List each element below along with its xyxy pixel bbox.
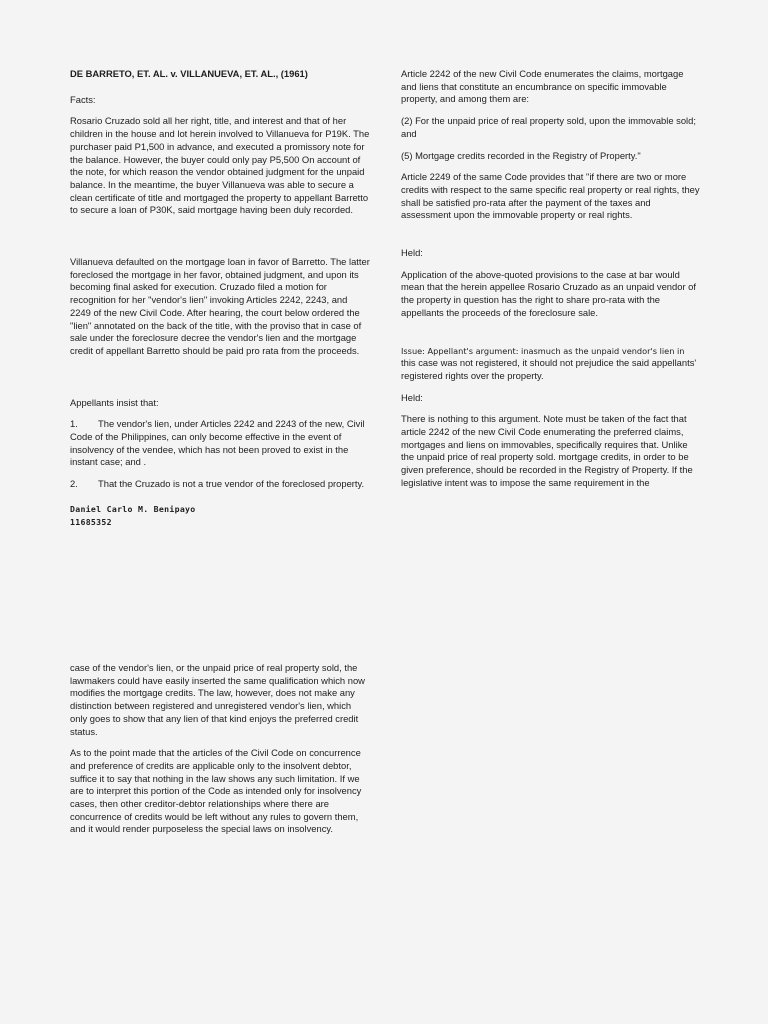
issue-label: Issue: Appellant's argument: inasmuch as the unpaid vendor's lien in bbox=[401, 345, 685, 356]
facts-paragraph-1: Rosario Cruzado sold all her right, title, and interest and that of her children in the house and lot herein involved to Villanueva for P19K. The purchaser paid P1,500 in advance, and executed a promissory note for the balance. However, the buyer could only pay P5,500 On account of the note, for which reason the vendor obtained judgment for the unpaid balance. In the meantime, the buyer Villanueva was able to secure a clean certificate of title and mortgaged the property to appellant Barretto to secure a loan of P30K, said mortgage having been duly recorded. bbox=[70, 115, 370, 216]
facts-heading: Facts: bbox=[70, 93, 96, 105]
held-paragraph-1: Application of the above-quoted provisions to the case at bar would mean that the herein appellee Rosario Cruzado as an unpaid vendor of the property in question has the right to share pro-rata with the appellants the proceeds of the foreclosure sale. bbox=[401, 268, 696, 318]
held-paragraph-2: There is nothing to this argument. Note must be taken of the fact that article 2242 of the new Civil Code enumerating the preferred claims, mortgages and liens on immovables, specifically requires that. Unlike the unpaid price of real property sold. mortgage credits, in order to be given preference, should be recorded in the Registry of Property. If the legislative intent was to impose the same requirement in the bbox=[401, 413, 693, 488]
continuation-paragraph-1: case of the vendor's lien, or the unpaid price of real property sold, the lawmakers could have easily inserted the same qualification which now modifies the mortgage credits. The law, however, does not make any distinction between registered and unregistered vendor's lien, which only goes to show that any lien of that kind enjoys the preferred credit status. bbox=[70, 662, 365, 737]
author-id: 11685352 bbox=[70, 516, 112, 527]
case-title: DE BARRETO, ET. AL. v. VILLANUEVA, ET. AL., (1961) bbox=[70, 68, 308, 79]
right-column bbox=[401, 68, 701, 499]
facts-paragraph-2: Villanueva defaulted on the mortgage loan in favor of Barretto. The latter foreclosed the mortgage in her favor, obtained judgment, and upon its becoming final asked for execution. Cruzado filed a motion for recognition for her "vendor's lien" invoking Articles 2242, 2243, and 2249 of the new Civil Code. After hearing, the court below ordered the "lien" annotated on the back of the title, with the proviso that in case of sale under the foreclosure decree the vendor's lien and the mortgage credit of appellant Barretto should be paid pro rata from the proceeds. bbox=[70, 256, 370, 356]
issue-text: this case was not registered, it should not prejudice the said appellants' registered rights over the property. bbox=[401, 357, 697, 381]
article-2242-paragraph: Article 2242 of the new Civil Code enumerates the claims, mortgage and liens that constitute an encumbrance on specific immovable property, and among them are: bbox=[401, 68, 684, 105]
list-item-text: The vendor's lien, under Articles 2242 and 2243 of the new, Civil Code of the Philippines, can only become effective in the event of insolvency of the vendee, which has not been proved to exist in the instant case; and . bbox=[70, 418, 365, 468]
list-item-2 bbox=[70, 478, 370, 491]
author-signature bbox=[70, 503, 370, 529]
list-item-1 bbox=[70, 418, 370, 469]
list-item-number: 2. bbox=[70, 478, 78, 490]
article-item-5: (5) Mortgage credits recorded in the Registry of Property." bbox=[401, 149, 641, 161]
list-item-number: 1. bbox=[70, 418, 78, 430]
article-2249-paragraph: Article 2249 of the same Code provides that "if there are two or more credits with respect to the same specific real property or real rights, they shall be satisfied pro-rata after the payment of the taxes and assessment upon the immovable property or real rights. bbox=[401, 171, 700, 221]
issue-paragraph bbox=[401, 345, 701, 383]
held-heading-1: Held: bbox=[401, 247, 423, 259]
list-item-text: That the Cruzado is not a true vendor of the foreclosed property. bbox=[98, 478, 365, 490]
left-column bbox=[70, 68, 370, 529]
appellants-insist: Appellants insist that: bbox=[70, 396, 159, 408]
held-heading-2: Held: bbox=[401, 391, 423, 403]
continuation-paragraph-2: As to the point made that the articles of the Civil Code on concurrence and preference of credits are applicable only to the insolvent debtor, suffice it to say that nothing in the law shows any such limitation. If we are to interpret this portion of the Code as intended only for insolvency cases, then other creditor-debtor relationships where there are concurrence of credits would be left without any rules to govern them, and it would render purposeless the special laws on insolvency. bbox=[70, 747, 362, 835]
article-item-2: (2) For the unpaid price of real property sold, upon the immovable sold; and bbox=[401, 115, 696, 139]
bottom-column bbox=[70, 662, 370, 845]
author-name: Daniel Carlo M. Benipayo bbox=[70, 503, 196, 514]
